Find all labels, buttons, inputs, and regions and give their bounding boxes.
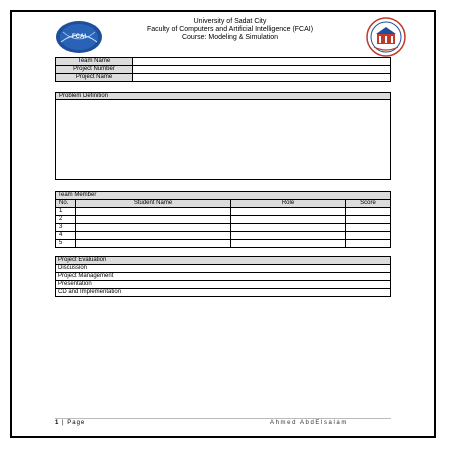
col-header-role: Role [231, 200, 346, 208]
student-name-cell[interactable] [76, 216, 231, 224]
faculty-name: Faculty of Computers and Artificial Intelligence (FCAI) [146, 26, 314, 33]
fcai-logo-text: FCAI [72, 34, 86, 40]
student-name-cell[interactable] [76, 240, 231, 248]
table-row [56, 289, 391, 297]
project-number-field[interactable] [133, 66, 391, 74]
table-row [56, 281, 391, 289]
col-header-no: No. [56, 200, 76, 208]
row-number: 1 [56, 208, 76, 216]
role-cell[interactable] [231, 208, 346, 216]
evaluation-item-presentation: Presentation [56, 281, 391, 289]
table-row [56, 66, 391, 74]
team-member-table [55, 191, 391, 248]
course-name: Course: Modeling & Simulation [181, 34, 279, 41]
table-row [56, 273, 391, 281]
team-member-title: Team Member [56, 192, 391, 200]
project-number-label: Project Number [56, 66, 133, 74]
score-cell[interactable] [346, 224, 391, 232]
table-row [56, 58, 391, 66]
role-cell[interactable] [231, 224, 346, 232]
row-number: 3 [56, 224, 76, 232]
row-number: 5 [56, 240, 76, 248]
row-number: 2 [56, 216, 76, 224]
university-name: University of Sadat City [193, 18, 267, 25]
fcai-logo [55, 20, 103, 54]
student-name-cell[interactable] [76, 224, 231, 232]
team-name-label: Team Name [56, 58, 133, 66]
project-evaluation-title: Project Evaluation [56, 257, 391, 265]
page-label: | Page [62, 420, 86, 426]
role-cell[interactable] [231, 216, 346, 224]
evaluation-item-project-management: Project Management [56, 273, 391, 281]
project-evaluation-table [55, 256, 391, 297]
page-footer [55, 420, 85, 426]
project-name-label: Project Name [56, 74, 133, 82]
table-row [56, 265, 391, 273]
table-row [56, 232, 391, 240]
col-header-score: Score [346, 200, 391, 208]
table-row [56, 216, 391, 224]
evaluation-item-cd-implementation: CD and Implementation [56, 289, 391, 297]
score-cell[interactable] [346, 208, 391, 216]
document-header [100, 18, 360, 42]
table-row [56, 208, 391, 216]
col-header-student-name: Student Name [76, 200, 231, 208]
role-cell[interactable] [231, 240, 346, 248]
table-row [56, 240, 391, 248]
footer-author: Ahmed AbdElsalam [270, 420, 348, 426]
problem-definition-box[interactable] [55, 100, 391, 180]
evaluation-item-discussion: Discussion [56, 265, 391, 273]
row-number: 4 [56, 232, 76, 240]
project-info-table [55, 57, 391, 82]
university-seal [366, 17, 406, 57]
page-number: 1 [55, 420, 60, 426]
student-name-cell[interactable] [76, 232, 231, 240]
student-name-cell[interactable] [76, 208, 231, 216]
team-name-field[interactable] [133, 58, 391, 66]
project-name-field[interactable] [133, 74, 391, 82]
score-cell[interactable] [346, 232, 391, 240]
role-cell[interactable] [231, 232, 346, 240]
footer-divider [55, 418, 391, 419]
table-row [56, 224, 391, 232]
score-cell[interactable] [346, 240, 391, 248]
problem-definition-title: Problem Definition [55, 92, 391, 100]
table-header-row [56, 200, 391, 208]
score-cell[interactable] [346, 216, 391, 224]
table-row [56, 74, 391, 82]
